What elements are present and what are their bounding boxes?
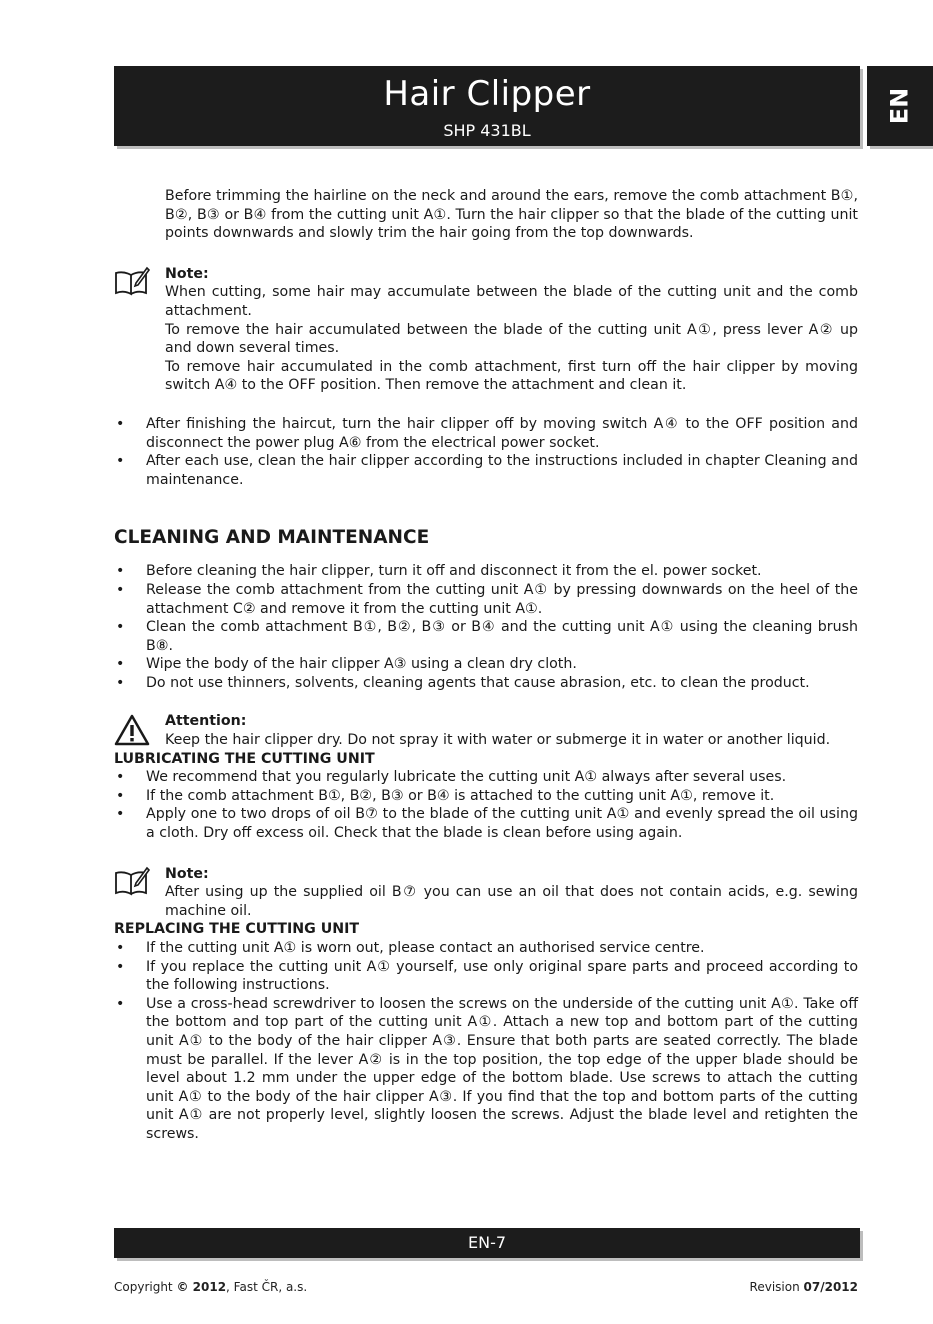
note-line: To remove the hair accumulated between the blade of the cutting unit A①, press lever A② up and down several times. [165,321,858,357]
note-line: When cutting, some hair may accumulate between the blade of the cutting unit and the comb attachment. [165,284,858,319]
list-item: • Use a cross-head screwdriver to loosen the screws on the underside of the cutting unit A①. Take off the bottom and top part of the cutting unit A①. Attach a new top and bottom part of the cutting unit A① to the body of the hair clipper A③. Ensure that both parts are seated correctly. The blade must be parallel. If the lever A② is in the top position, the top edge of the upper blade should be level about 1.2 mm under the upper edge of the bottom blade. Use screws to attach the cutting unit A① to the body of the hair clipper A③. If you find that the top and bottom parts of the cutting unit A① are not properly level, slightly loosen the screws. Adjust the blade level and retighten the screws. [114,995,858,1144]
note-icon [114,865,150,897]
list-item: • After finishing the haircut, turn the hair clipper off by moving switch A④ to the OFF position and disconnect the power plug A⑥ from the electrical power socket. [114,415,858,452]
copyright [114,1278,307,1297]
copyright-year: © 2012 [176,1280,227,1294]
lubricating-bullet-list [114,768,858,842]
list-item: • Wipe the body of the hair clipper A③ using a clean dry cloth. [114,655,858,674]
section-title-cleaning: CLEANING AND MAINTENANCE [114,527,430,549]
note-block-1 [114,265,858,395]
note-label: Note: [165,265,209,282]
list-item: • If the comb attachment B①, B②, B③ or B④ is attached to the cutting unit A①, remove it. [114,787,858,806]
section-title-lubricating: LUBRICATING THE CUTTING UNIT [114,750,375,767]
note-block-2 [114,865,858,921]
replacing-bullet-list [114,939,858,1144]
revision-date: 07/2012 [803,1280,858,1294]
note-line: To remove hair accumulated in the comb attachment, first turn off the hair clipper by moving switch A④ to the OFF position. Then remove the attachment and clean it. [165,358,858,394]
note-label: Note: [165,865,209,882]
list-item: • If the cutting unit A① is worn out, please contact an authorised service centre. [114,939,858,958]
list-item: • Apply one to two drops of oil B⑦ to the blade of the cutting unit A① and evenly spread the oil using a cloth. Dry off excess oil. Check that the blade is clean before using again. [114,805,858,842]
revision [750,1278,858,1297]
list-item: • Do not use thinners, solvents, cleaning agents that cause abrasion, etc. to clean the product. [114,674,858,693]
language-tab [867,66,933,146]
attention-block [114,712,858,749]
note-icon [114,265,150,297]
warning-triangle-icon [114,714,150,746]
list-item: • After each use, clean the hair clipper according to the instructions included in chapter Cleaning and maintenance. [114,452,858,489]
attention-text: Keep the hair clipper dry. Do not spray it with water or submerge it in water or another liquid. [165,732,831,749]
list-item: • Clean the comb attachment B①, B②, B③ or B④ and the cutting unit A① using the cleaning brush B⑧. [114,618,858,655]
intro-paragraph: Before trimming the hairline on the neck and around the ears, remove the comb attachment B①, B②, B③ or B④ from the cutting unit A①. Turn the hair clipper so that the blade of the cutting unit points downwards and slowly trim the hair going from the top downwards. [165,188,858,242]
page-number: EN-7 [467,1233,507,1252]
main-content [114,187,858,1144]
list-item: • Before cleaning the hair clipper, turn it off and disconnect it from the el. power socket. [114,562,858,581]
attention-label: Attention: [165,713,247,730]
note-line: After using up the supplied oil B⑦ you can use an oil that does not contain acids, e.g. sewing machine oil. [165,884,858,919]
list-item: • We recommend that you regularly lubricate the cutting unit A① always after several uses. [114,768,858,787]
copyright-owner: , Fast ČR, a.s. [226,1280,308,1294]
list-item: • Release the comb attachment from the cutting unit A① by pressing downwards on the heel of the attachment C② and remove it from the cutting unit A①. [114,581,858,618]
list-item: • If you replace the cutting unit A① yourself, use only original spare parts and proceed according to the following instructions. [114,958,858,995]
usage-bullet-list [114,415,858,489]
section-title-replacing: REPLACING THE CUTTING UNIT [114,921,360,938]
revision-prefix: Revision [749,1280,800,1294]
page-number-bar [114,1228,860,1258]
page-title: Hair Clipper [383,74,591,114]
cleaning-bullet-list [114,562,858,692]
header-bar [114,66,860,146]
language-label: EN [885,87,914,125]
model-number: SHP 431BL [443,121,531,140]
copyright-prefix: Copyright [114,1280,173,1294]
